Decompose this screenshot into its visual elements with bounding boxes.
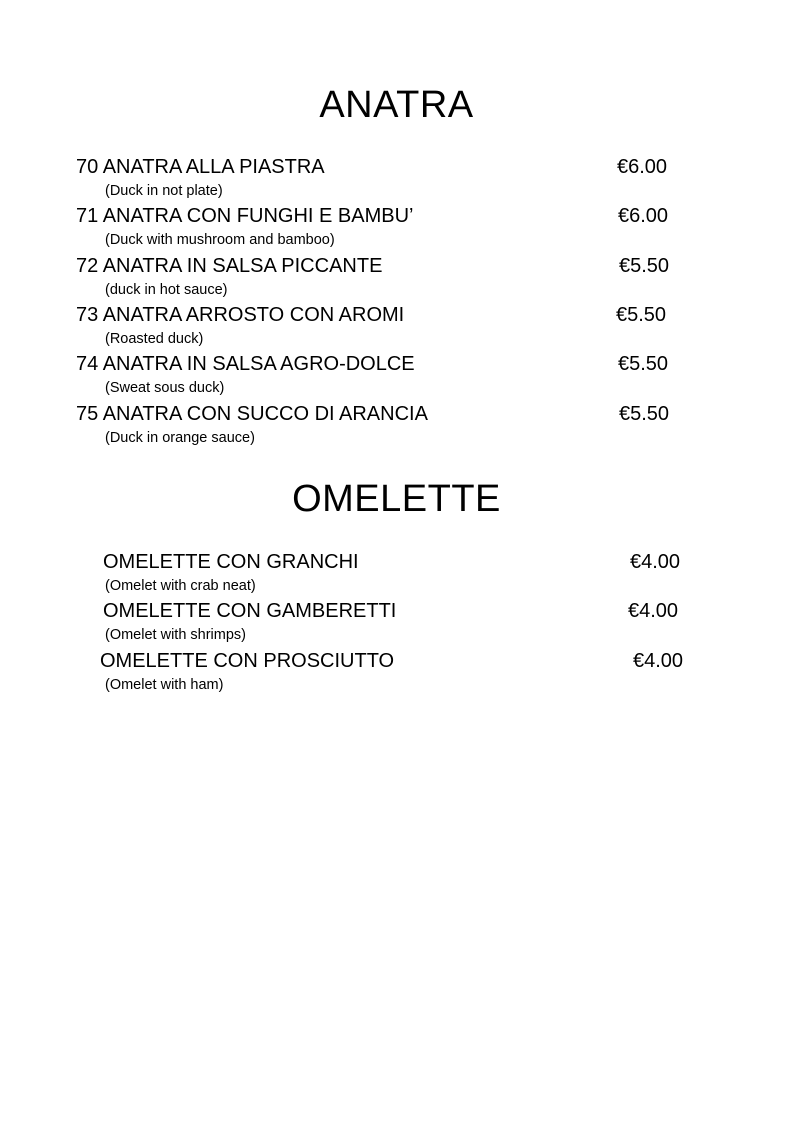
item-price: €4.00 <box>628 600 679 622</box>
item-price: €6.00 <box>617 156 668 178</box>
menu-item <box>0 304 793 350</box>
item-name: 70 ANATRA ALLA PIASTRA <box>76 156 325 178</box>
item-description: (Sweat sous duck) <box>105 380 225 396</box>
item-name: 75 ANATRA CON SUCCO DI ARANCIA <box>76 403 428 425</box>
section-title-anatra: ANATRA <box>319 84 474 126</box>
item-description: (Omelet with ham) <box>105 677 224 693</box>
item-description: (duck in hot sauce) <box>105 282 228 298</box>
menu-item <box>0 600 793 646</box>
item-description: (Omelet with crab neat) <box>105 578 256 594</box>
item-description: (Duck in not plate) <box>105 183 223 199</box>
menu-item <box>0 551 793 597</box>
item-name: 74 ANATRA IN SALSA AGRO-DOLCE <box>76 353 415 375</box>
item-price: €4.00 <box>630 551 681 573</box>
item-name: OMELETTE CON GRANCHI <box>103 551 359 573</box>
item-description: (Duck with mushroom and bamboo) <box>105 232 335 248</box>
item-name: OMELETTE CON PROSCIUTTO <box>100 650 395 672</box>
menu-item <box>0 255 793 301</box>
item-price: €5.50 <box>619 403 670 425</box>
menu-item <box>0 205 793 251</box>
item-price: €5.50 <box>618 353 669 375</box>
item-name: OMELETTE CON GAMBERETTI <box>103 600 397 622</box>
item-price: €6.00 <box>618 205 669 227</box>
item-price: €5.50 <box>616 304 667 326</box>
item-price: €5.50 <box>619 255 670 277</box>
item-name: 73 ANATRA ARROSTO CON AROMI <box>76 304 405 326</box>
item-price: €4.00 <box>633 650 684 672</box>
menu-item <box>0 156 793 202</box>
menu-item <box>0 650 793 696</box>
item-description: (Duck in orange sauce) <box>105 430 255 446</box>
item-name: 71 ANATRA CON FUNGHI E BAMBU’ <box>76 205 414 227</box>
section-title-omelette: OMELETTE <box>292 478 501 520</box>
menu-item <box>0 353 793 399</box>
item-description: (Omelet with shrimps) <box>105 627 246 643</box>
menu-item <box>0 403 793 449</box>
item-name: 72 ANATRA IN SALSA PICCANTE <box>76 255 383 277</box>
item-description: (Roasted duck) <box>105 331 204 347</box>
